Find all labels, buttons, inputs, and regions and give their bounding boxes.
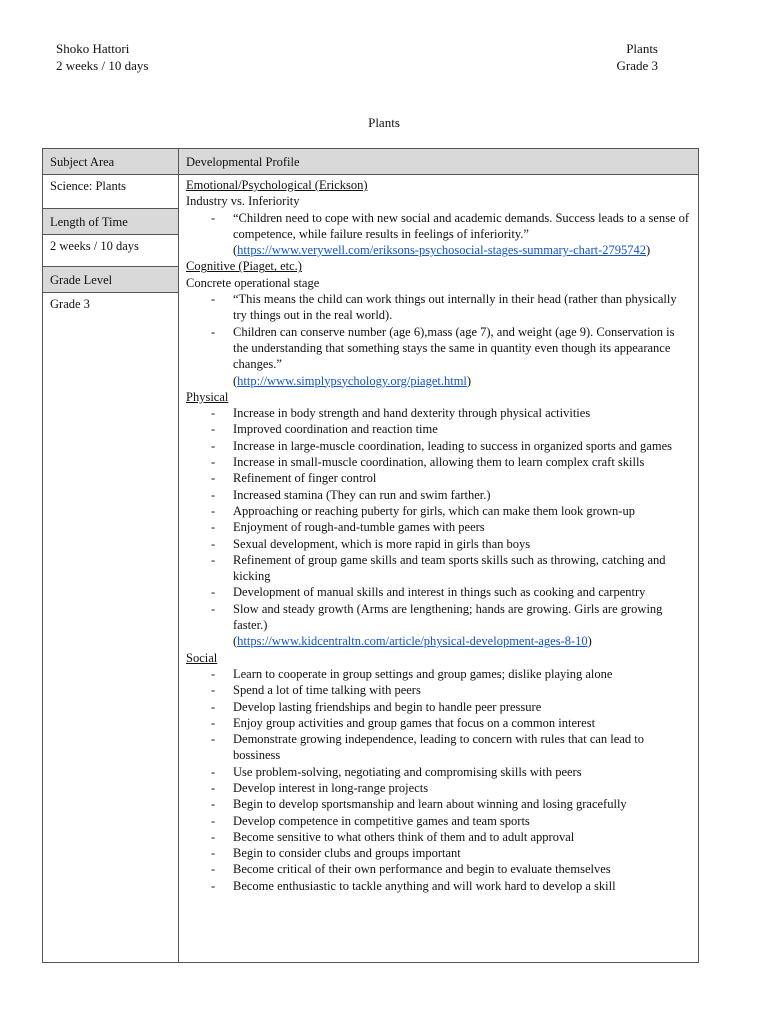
social-item: - Develop competence in competitive games and team sports [186, 813, 691, 829]
emotional-citation: (https://www.verywell.com/eriksons-psychosocial-stages-summary-chart-2795742) [233, 243, 651, 258]
header-left [56, 40, 148, 74]
cognitive-item: - Children can conserve number (age 6),mass (age 7), and weight (age 9). Conservation is the understanding that something stays the same in quantity even though its appearance changes.” [186, 324, 691, 373]
subject-area-label: Subject Area [43, 149, 178, 175]
social-item: - Begin to consider clubs and groups important [186, 845, 691, 861]
social-item: - Enjoy group activities and group games that focus on a common interest [186, 715, 691, 731]
social-list [186, 666, 691, 894]
cognitive-source-link[interactable]: http://www.simplypsychology.org/piaget.html [237, 373, 467, 388]
duration-text: 2 weeks / 10 days [56, 58, 149, 73]
emotional-subtitle: Industry vs. Inferiority [186, 194, 300, 209]
physical-item: - Increase in large-muscle coordination, leading to success in organized sports and games [186, 438, 691, 454]
subject-text: Plants [626, 41, 658, 56]
social-item: - Become enthusiastic to tackle anything and will work hard to develop a skill [186, 878, 691, 894]
cognitive-list [186, 291, 691, 372]
physical-item: - Increased stamina (They can run and swim farther.) [186, 487, 691, 503]
physical-item: - Slow and steady growth (Arms are lengthening; hands are growing. Girls are growing faster.) [186, 601, 691, 634]
physical-item: - Increase in body strength and hand dexterity through physical activities [186, 405, 691, 421]
emotional-item: - “Children need to cope with new social and academic demands. Success leads to a sense of competence, while failure results in feelings of inferiority.” [186, 210, 691, 243]
social-section-title: Social [186, 650, 218, 665]
right-column [179, 149, 698, 962]
physical-item: - Enjoyment of rough-and-tumble games with peers [186, 519, 691, 535]
left-column [43, 149, 179, 962]
social-item: - Begin to develop sportsmanship and learn about winning and losing gracefully [186, 796, 691, 812]
grade-text: Grade 3 [616, 58, 658, 73]
physical-citation: (https://www.kidcentraltn.com/article/physical-development-ages-8-10) [233, 634, 592, 649]
grade-level-label: Grade Level [43, 267, 178, 293]
physical-item: - Refinement of group game skills and team sports skills such as throwing, catching and kicking [186, 552, 691, 585]
social-item: - Develop lasting friendships and begin to handle peer pressure [186, 699, 691, 715]
header-right [616, 40, 658, 74]
social-item: - Demonstrate growing independence, leading to concern with rules that can lead to bossiness [186, 731, 691, 764]
social-item: - Develop interest in long-range projects [186, 780, 691, 796]
physical-list [186, 405, 691, 633]
physical-item: - Sexual development, which is more rapid in girls than boys [186, 536, 691, 552]
social-item: - Learn to cooperate in group settings and group games; dislike playing alone [186, 666, 691, 682]
emotional-source-link[interactable]: https://www.verywell.com/eriksons-psychosocial-stages-summary-chart-2795742 [237, 243, 646, 258]
developmental-profile-content [179, 175, 698, 894]
cognitive-section-title: Cognitive (Piaget, etc.) [186, 259, 302, 274]
social-item: - Spend a lot of time talking with peers [186, 682, 691, 698]
physical-item: - Improved coordination and reaction time [186, 421, 691, 437]
developmental-profile-header: Developmental Profile [179, 149, 698, 175]
physical-item: - Approaching or reaching puberty for girls, which can make them look grown-up [186, 503, 691, 519]
physical-item: - Increase in small-muscle coordination, allowing them to learn complex craft skills [186, 454, 691, 470]
physical-section-title: Physical [186, 389, 229, 404]
author-name: Shoko Hattori [56, 41, 130, 56]
cognitive-item: - “This means the child can work things out internally in their head (rather than physically try things out in the real world). [186, 291, 691, 324]
cognitive-citation: (http://www.simplypsychology.org/piaget.html) [233, 373, 472, 388]
emotional-section-title: Emotional/Psychological (Erickson) [186, 178, 368, 192]
social-item: - Become sensitive to what others think of them and to adult approval [186, 829, 691, 845]
physical-source-link[interactable]: https://www.kidcentraltn.com/article/physical-development-ages-8-10 [237, 634, 588, 649]
physical-item: - Refinement of finger control [186, 470, 691, 486]
social-item: - Use problem-solving, negotiating and compromising skills with peers [186, 764, 691, 780]
unit-plan-table [42, 148, 699, 963]
physical-item: - Development of manual skills and interest in things such as cooking and carpentry [186, 584, 691, 600]
grade-level-value: Grade 3 [50, 297, 90, 311]
length-of-time-label: Length of Time [43, 209, 178, 235]
cognitive-subtitle: Concrete operational stage [186, 275, 320, 290]
subject-area-value: Science: Plants [43, 175, 178, 209]
emotional-list [186, 210, 691, 243]
social-item: - Become critical of their own performance and begin to evaluate themselves [186, 861, 691, 877]
document-title: Plants [368, 115, 400, 130]
length-of-time-value: 2 weeks / 10 days [43, 235, 178, 267]
